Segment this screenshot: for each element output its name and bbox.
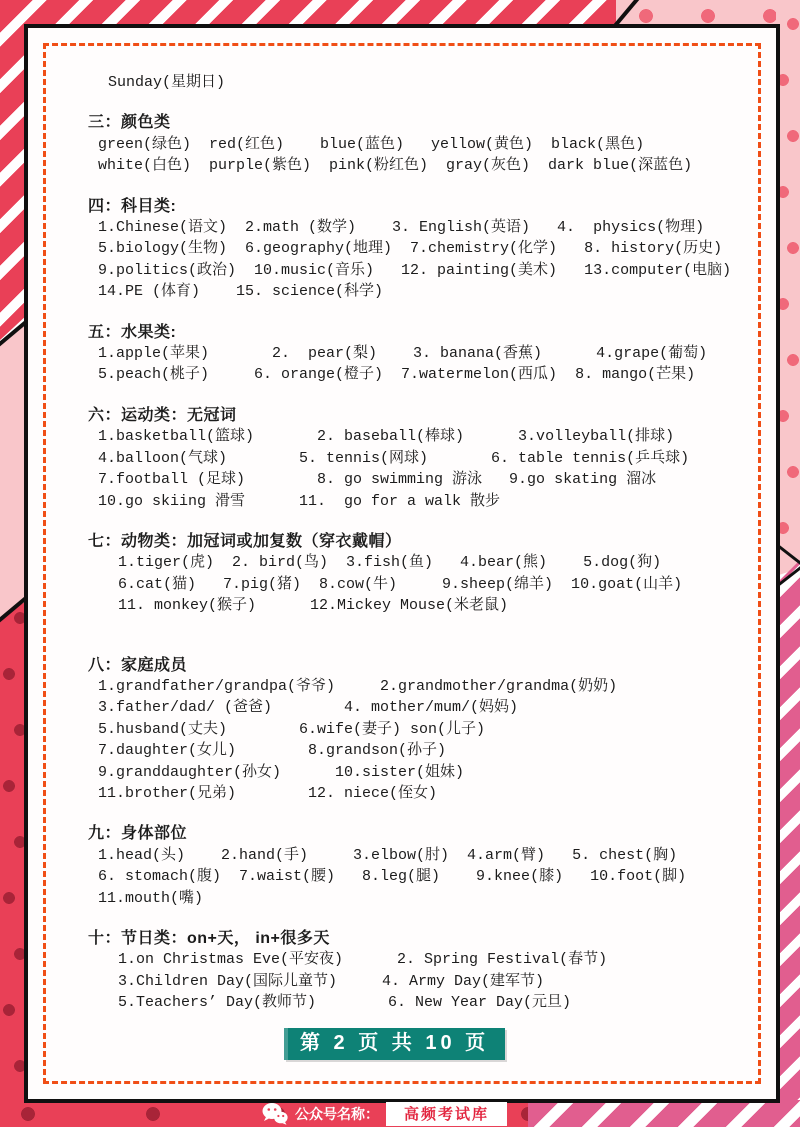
text-line: 11.brother(兄弟) 12. niece(侄女) — [98, 784, 438, 802]
section-title: 六：运动类：无冠词 — [88, 406, 237, 424]
text-line: 6.cat(猫) 7.pig(猪) 8.cow(牛) 9.sheep(绵羊) 10.goat(山羊) — [118, 575, 683, 593]
section-title: 七：动物类：加冠词或加复数（穿衣戴帽） — [88, 532, 402, 550]
section-subjects — [88, 196, 744, 303]
text-line: 4.balloon(气球) 5. tennis(网球) 6. table tennis(乒乓球) — [98, 449, 690, 467]
text-line: green(绿色) red(红色) blue(蓝色) yellow(黄色) black(黑色) — [98, 135, 645, 153]
text-line: 1.Chinese(语文) 2.math (数学) 3. English(英语) 4. physics(物理) — [98, 219, 705, 237]
text-line: 11. monkey(猴子) 12.Mickey Mouse(米老鼠) — [118, 597, 509, 615]
text-line: 1.tiger(虎) 2. bird(鸟) 3.fish(鱼) 4.bear(熊) 5.dog(狗) — [118, 554, 662, 572]
dashed-border — [43, 43, 761, 1084]
section-title: 四：科目类: — [88, 197, 177, 215]
footer-account-name: 高频考试库 — [386, 1102, 507, 1126]
text-line: 9.politics(政治) 10.music(音乐) 12. painting(美术) 13.computer(电脑) — [98, 261, 732, 279]
section-lines — [88, 676, 744, 804]
text-line: 11.mouth(嘴) — [98, 889, 204, 907]
text-line: 5.biology(生物) 6.geography(地理) 7.chemistry(化学) 8. history(历史) — [98, 240, 723, 258]
section-body-parts — [88, 823, 744, 909]
footer-account-info — [262, 1101, 507, 1126]
section-title: 九：身体部位 — [88, 825, 188, 843]
wechat-icon — [262, 1102, 288, 1125]
text-line: 1.basketball(篮球) 2. baseball(棒球) 3.volleyball(排球) — [98, 428, 675, 446]
section-lines — [88, 845, 744, 909]
section-lines — [88, 552, 744, 616]
section-title: 八：家庭成员 — [88, 656, 188, 674]
paper — [24, 24, 780, 1103]
section-lines — [88, 426, 744, 512]
text-line: 14.PE (体育) 15. science(科学) — [98, 283, 384, 301]
page-number-badge: 第 2 页 共 10 页 — [284, 1028, 505, 1060]
section-lines — [88, 217, 744, 303]
text-line: 6. stomach(腹) 7.waist(腰) 8.leg(腿) 9.knee(膝) 10.foot(脚) — [98, 868, 687, 886]
text-line: 7.daughter(女儿) 8.grandson(孙子) — [98, 742, 447, 760]
section-family — [88, 655, 744, 805]
document-content — [88, 72, 744, 1060]
section-title: 十：节日类：on+天， in+很多天 — [88, 930, 330, 947]
text-line: 5.peach(桃子) 6. orange(橙子) 7.watermelon(西瓜) 8. mango(芒果) — [98, 366, 696, 384]
text-line: 1.head(头) 2.hand(手) 3.elbow(肘) 4.arm(臂) 5. chest(胸) — [98, 846, 678, 864]
text-line: white(白色) purple(紫色) pink(粉红色) gray(灰色) dark blue(深蓝色) — [98, 157, 693, 175]
text-line: 1.on Christmas Eve(平安夜) 2. Spring Festival(春节) — [118, 951, 608, 969]
section-festivals — [88, 928, 744, 1014]
text-line: 3.Children Day(国际儿童节) 4. Army Day(建军节) — [118, 972, 545, 990]
section-animals — [88, 531, 744, 617]
text-line: Sunday(星期日) — [108, 74, 226, 91]
text-line: 3.father/dad/ (爸爸) 4. mother/mum/(妈妈) — [98, 699, 519, 717]
section-lines — [88, 949, 744, 1013]
section-title: 三：颜色类 — [88, 114, 171, 132]
text-line: 10.go skiing 滑雪 11. go for a walk 散步 — [98, 492, 501, 510]
section-title: 五：水果类: — [88, 323, 177, 341]
section-colors — [88, 112, 744, 176]
stripe-pattern — [528, 1100, 800, 1127]
text-line: 5.Teachers’ Day(教师节) 6. New Year Day(元旦) — [118, 994, 572, 1012]
footer-label: 公众号名称： — [295, 1105, 379, 1122]
section-fruits — [88, 322, 744, 386]
text-line: 7.football (足球) 8. go swimming 游泳 9.go skating 溜冰 — [98, 471, 657, 489]
section-lines — [88, 134, 744, 177]
section-lines — [88, 343, 744, 386]
text-line: 9.granddaughter(孙女) 10.sister(姐妹) — [98, 763, 465, 781]
text-line: 5.husband(丈夫) 6.wife(妻子) son(儿子) — [98, 720, 486, 738]
text-line: 1.grandfather/grandpa(爷爷) 2.grandmother/grandma(奶奶) — [98, 677, 618, 695]
text-line: 1.apple(苹果) 2. pear(梨) 3. banana(香蕉) 4.grape(葡萄) — [98, 345, 708, 363]
section-sports — [88, 405, 744, 512]
